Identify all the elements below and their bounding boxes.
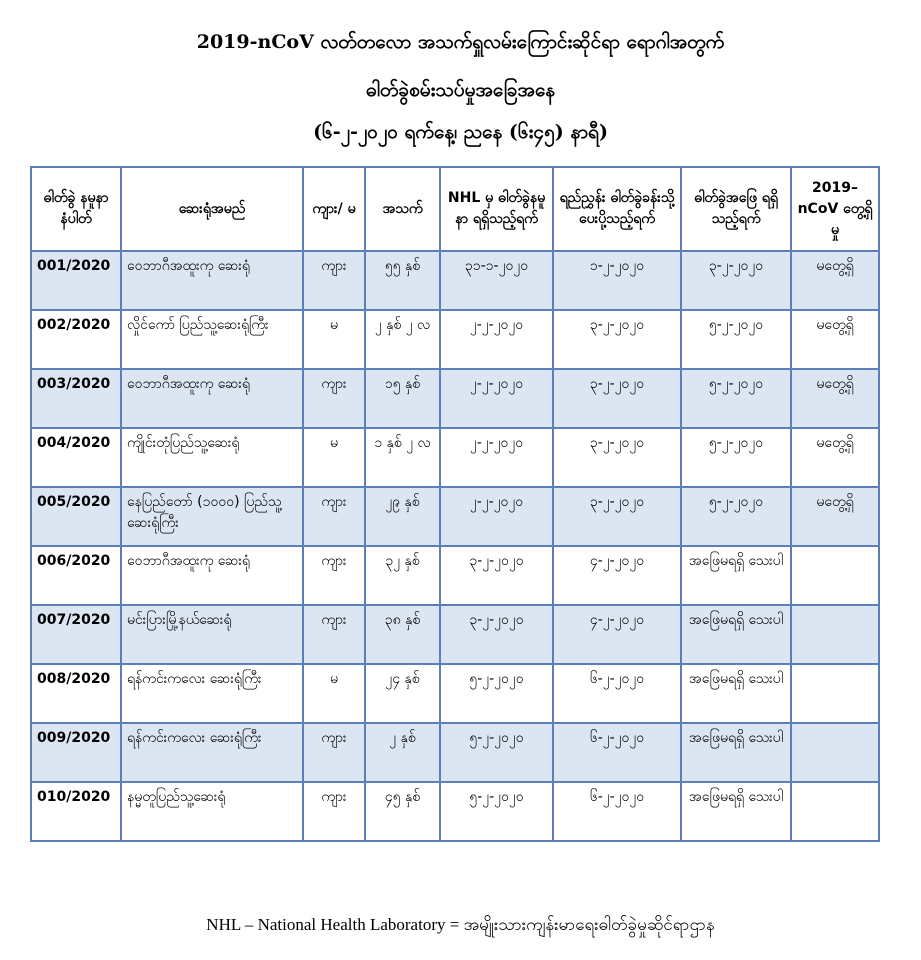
- sent-date: ၃-၂-၂၀၂၀: [553, 428, 681, 487]
- sent-date: ၁-၂-၂၀၂၀: [553, 251, 681, 310]
- document-date: (၆-၂-၂၀၂၀ ရက်နေ့၊ ညနေ (၆း၄၅) နာရီ): [313, 121, 608, 143]
- age-cell: ၁၅ နှစ်: [365, 369, 440, 428]
- hospital-name: ဝေဘာဂီအထူးကု ဆေးရုံ: [121, 369, 303, 428]
- result-date: အဖြေမရရှိ သေးပါ: [681, 782, 791, 841]
- received-date: ၃-၂-၂၀၂၀: [440, 546, 553, 605]
- sex-cell: ကျား: [303, 605, 365, 664]
- sent-date: ၄-၂-၂၀၂၀: [553, 605, 681, 664]
- sent-date: ၆-၂-၂၀၂၀: [553, 664, 681, 723]
- sample-code: 010/2020: [31, 782, 121, 841]
- sample-code: 002/2020: [31, 310, 121, 369]
- sex-cell: ကျား: [303, 487, 365, 546]
- sex-cell: မ: [303, 310, 365, 369]
- sample-code: 005/2020: [31, 487, 121, 546]
- received-date: ၂-၂-၂၀၂၀: [440, 369, 553, 428]
- sex-cell: မ: [303, 664, 365, 723]
- hospital-name: နမ္မတူပြည်သူ့ဆေးရုံ: [121, 782, 303, 841]
- ncov-result: မတွေ့ရှိ: [791, 310, 879, 369]
- header-hospital: ဆေးရုံအမည်: [121, 167, 303, 251]
- hospital-name: ရန်ကင်းကလေး ဆေးရုံကြီး: [121, 723, 303, 782]
- ncov-result: [791, 546, 879, 605]
- sex-cell: ကျား: [303, 546, 365, 605]
- sample-code: 004/2020: [31, 428, 121, 487]
- received-date: ၂-၂-၂၀၂၀: [440, 428, 553, 487]
- received-date: ၅-၂-၂၀၂၀: [440, 723, 553, 782]
- result-date: အဖြေမရရှိ သေးပါ: [681, 605, 791, 664]
- received-date: ၂-၂-၂၀၂၀: [440, 310, 553, 369]
- table-row: [31, 428, 879, 487]
- age-cell: ၂ နှစ်: [365, 723, 440, 782]
- age-cell: ၂၉ နှစ်: [365, 487, 440, 546]
- table-row: [31, 369, 879, 428]
- sent-date: ၃-၂-၂၀၂၀: [553, 487, 681, 546]
- age-cell: ၅၅ နှစ်: [365, 251, 440, 310]
- ncov-result: [791, 723, 879, 782]
- hospital-name: ဝေဘာဂီအထူးကု ဆေးရုံ: [121, 546, 303, 605]
- footer-note: NHL – National Health Laboratory = အမျိုးသားကျန်းမာရေးဓါတ်ခွဲမှုဆိုင်ရာဌာန: [206, 915, 715, 934]
- hospital-name: လှိုင်ကော် ပြည်သူ့ဆေးရုံကြီး: [121, 310, 303, 369]
- sex-cell: မ: [303, 428, 365, 487]
- sent-date: ၄-၂-၂၀၂၀: [553, 546, 681, 605]
- received-date: ၂-၂-၂၀၂၀: [440, 487, 553, 546]
- ncov-result: မတွေ့ရှိ: [791, 369, 879, 428]
- ncov-result: [791, 782, 879, 841]
- sample-code: 001/2020: [31, 251, 121, 310]
- test-status-table: [30, 166, 880, 842]
- sample-code: 008/2020: [31, 664, 121, 723]
- sent-date: ၆-၂-၂၀၂၀: [553, 782, 681, 841]
- header-sample-number: ဓါတ်ခွဲ နမူနာ နံပါတ်: [31, 167, 121, 251]
- received-date: ၅-၂-၂၀၂၀: [440, 664, 553, 723]
- ncov-result: မတွေ့ရှိ: [791, 487, 879, 546]
- ncov-result: မတွေ့ရှိ: [791, 428, 879, 487]
- age-cell: ၃၂ နှစ်: [365, 546, 440, 605]
- age-cell: ၃၈ နှစ်: [365, 605, 440, 664]
- ncov-result: [791, 605, 879, 664]
- table-row: [31, 251, 879, 310]
- sex-cell: ကျား: [303, 782, 365, 841]
- hospital-name: ကျိုင်းတုံပြည်သူ့ဆေးရုံ: [121, 428, 303, 487]
- hospital-name: နေပြည်တော် (၁၀၀၀) ပြည်သူ့ဆေးရုံကြီး: [121, 487, 303, 546]
- received-date: ၅-၂-၂၀၂၀: [440, 782, 553, 841]
- sample-code: 003/2020: [31, 369, 121, 428]
- result-date: အဖြေမရရှိ သေးပါ: [681, 664, 791, 723]
- age-cell: ၁ နှစ် ၂ လ: [365, 428, 440, 487]
- result-date: အဖြေမရရှိ သေးပါ: [681, 723, 791, 782]
- hospital-name: မင်းပြားမြို့နယ်ဆေးရုံ: [121, 605, 303, 664]
- header-nhl-received-date: NHL မှ ဓါတ်ခွဲနမူနာ ရရှိသည့်ရက်: [440, 167, 553, 251]
- header-age: အသက်: [365, 167, 440, 251]
- document-subtitle: ဓါတ်ခွဲစမ်းသပ်မှုအခြေအနေ: [365, 79, 556, 101]
- result-date: ၅-၂-၂၀၂၀: [681, 369, 791, 428]
- result-date: အဖြေမရရှိ သေးပါ: [681, 546, 791, 605]
- ncov-result: [791, 664, 879, 723]
- table-row: [31, 664, 879, 723]
- table-row: [31, 723, 879, 782]
- table-row: [31, 605, 879, 664]
- sample-code: 007/2020: [31, 605, 121, 664]
- table-row: [31, 310, 879, 369]
- sex-cell: ကျား: [303, 251, 365, 310]
- sent-date: ၃-၂-၂၀၂၀: [553, 369, 681, 428]
- age-cell: ၂ နှစ် ၂ လ: [365, 310, 440, 369]
- result-date: ၃-၂-၂၀၂၀: [681, 251, 791, 310]
- table-row: [31, 782, 879, 841]
- received-date: ၃၁-၁-၂၀၂၀: [440, 251, 553, 310]
- sent-date: ၃-၂-၂၀၂၀: [553, 310, 681, 369]
- header-sex: ကျား/ မ: [303, 167, 365, 251]
- sent-date: ၆-၂-၂၀၂၀: [553, 723, 681, 782]
- table-row: [31, 546, 879, 605]
- table-header-row: [31, 167, 879, 251]
- age-cell: ၄၅ နှစ်: [365, 782, 440, 841]
- sample-code: 009/2020: [31, 723, 121, 782]
- header-sent-date: ရည်ညွှန်း ဓါတ်ခွဲခန်းသို့ ပေးပို့သည့်ရက်: [553, 167, 681, 251]
- ncov-result: မတွေ့ရှိ: [791, 251, 879, 310]
- result-date: ၅-၂-၂၀၂၀: [681, 487, 791, 546]
- sample-code: 006/2020: [31, 546, 121, 605]
- age-cell: ၂၄ နှစ်: [365, 664, 440, 723]
- header-result-date: ဓါတ်ခွဲအဖြေ ရရှိသည့်ရက်: [681, 167, 791, 251]
- table-row: [31, 487, 879, 546]
- document-title: 2019-nCoV လတ်တလော အသက်ရှူလမ်းကြောင်းဆိုင်ရာ ရောဂါအတွက်: [196, 31, 725, 53]
- hospital-name: ရန်ကင်းကလေး ဆေးရုံကြီး: [121, 664, 303, 723]
- result-date: ၅-၂-၂၀၂၀: [681, 428, 791, 487]
- sex-cell: ကျား: [303, 369, 365, 428]
- sex-cell: ကျား: [303, 723, 365, 782]
- received-date: ၃-၂-၂၀၂၀: [440, 605, 553, 664]
- hospital-name: ဝေဘာဂီအထူးကု ဆေးရုံ: [121, 251, 303, 310]
- result-date: ၅-၂-၂၀၂၀: [681, 310, 791, 369]
- header-ncov-found: 2019– nCoV တွေ့ရှိမှု: [791, 167, 879, 251]
